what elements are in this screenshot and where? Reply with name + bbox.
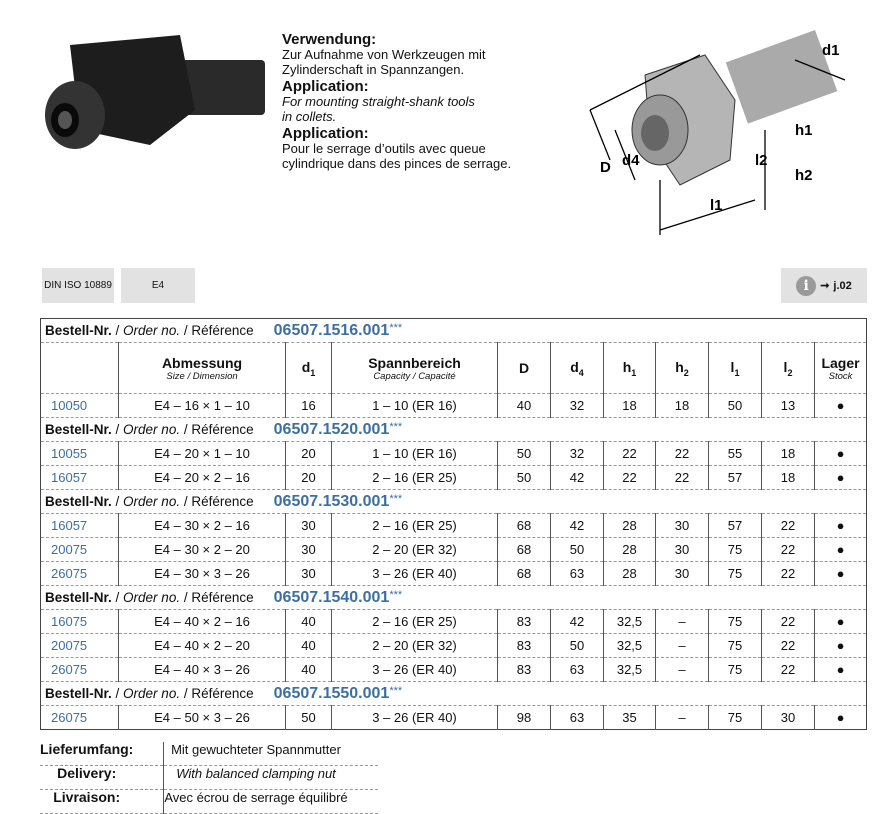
cell: 50 xyxy=(498,442,551,466)
cell: 32 xyxy=(551,394,604,418)
cell: 68 xyxy=(498,538,551,562)
col-abmessung: Abmessung Size / Dimension xyxy=(119,343,286,394)
article-number[interactable]: 10055 xyxy=(41,442,119,466)
article-number[interactable]: 10050 xyxy=(41,394,119,418)
cell: 57 xyxy=(709,514,762,538)
delivery-label: Livraison: xyxy=(53,789,121,805)
info-icon: i xyxy=(796,276,816,296)
product-photo xyxy=(30,20,270,170)
usage-text-fr-2: cylindrique dans des pinces de serrage. xyxy=(282,156,512,171)
order-group-header: Bestell-Nr. / Order no. / Référence 06507.1530.001*** xyxy=(41,490,867,514)
table-row xyxy=(41,442,867,466)
cell: 30 xyxy=(286,538,332,562)
cell: 30 xyxy=(286,514,332,538)
cell: – xyxy=(656,658,709,682)
cell: 63 xyxy=(551,706,604,730)
cell: 75 xyxy=(709,610,762,634)
cell: E4 – 20 × 1 – 10 xyxy=(119,442,286,466)
size-tag: E4 xyxy=(121,268,195,303)
label-l1: l1 xyxy=(710,197,723,214)
order-group-header: Bestell-Nr. / Order no. / Référence 06507.1516.001*** xyxy=(41,319,867,343)
label-en: Order no. xyxy=(123,493,181,509)
cell: 2 – 16 (ER 25) xyxy=(332,514,498,538)
cell: 22 xyxy=(762,562,815,586)
cell: E4 – 30 × 3 – 26 xyxy=(119,562,286,586)
col-h1: $h_1$ xyxy=(604,343,656,394)
dimension-diagram xyxy=(560,20,860,240)
arrow-right-icon: ➞ xyxy=(820,280,830,292)
cell: – xyxy=(656,634,709,658)
usage-text-en-2: in collets. xyxy=(282,109,337,124)
article-number[interactable]: 26075 xyxy=(41,706,119,730)
article-number[interactable]: 20075 xyxy=(41,538,119,562)
table-row xyxy=(41,466,867,490)
label-h2: h2 xyxy=(795,167,813,184)
cell: 20 xyxy=(286,442,332,466)
label-de: Bestell-Nr. xyxy=(45,322,112,338)
cell: 18 xyxy=(762,466,815,490)
order-stars: *** xyxy=(389,684,403,697)
label-fr: Référence xyxy=(191,493,254,509)
label-de: Bestell-Nr. xyxy=(45,589,112,605)
table-row xyxy=(41,562,867,586)
order-number: 06507.1550.001 xyxy=(273,684,390,702)
cell: 22 xyxy=(762,634,815,658)
cell: 63 xyxy=(551,658,604,682)
cell: 22 xyxy=(762,658,815,682)
order-stars: *** xyxy=(389,492,403,505)
cell: 28 xyxy=(604,514,656,538)
cell: 32,5 xyxy=(604,610,656,634)
article-number[interactable]: 16075 xyxy=(41,610,119,634)
cell: 75 xyxy=(709,706,762,730)
delivery-row xyxy=(40,766,378,790)
cell: 83 xyxy=(498,610,551,634)
cell: 35 xyxy=(604,706,656,730)
cell: 18 xyxy=(762,442,815,466)
col-l2: $l_2$ xyxy=(762,343,815,394)
label-en: Order no. xyxy=(123,685,181,701)
reference-page: j.02 xyxy=(833,279,852,292)
table-row xyxy=(41,394,867,418)
cell: 22 xyxy=(762,610,815,634)
label-fr: Référence xyxy=(191,589,254,605)
cell: 50 xyxy=(551,634,604,658)
delivery-row xyxy=(40,742,378,766)
cell: ● xyxy=(815,466,867,490)
cell: 40 xyxy=(286,634,332,658)
cell: 83 xyxy=(498,658,551,682)
cell: 30 xyxy=(762,706,815,730)
cell: 55 xyxy=(709,442,762,466)
label-h1: h1 xyxy=(795,122,813,139)
cell: 50 xyxy=(498,466,551,490)
cell: 22 xyxy=(604,466,656,490)
label-fr: Référence xyxy=(191,685,254,701)
usage-text-de: Zur Aufnahme von Werkzeugen mit Zylinderschaft in Spannzangen. xyxy=(282,47,486,77)
cell: E4 – 50 × 3 – 26 xyxy=(119,706,286,730)
cell: 30 xyxy=(656,538,709,562)
cell: 68 xyxy=(498,562,551,586)
cell: 32,5 xyxy=(604,634,656,658)
col-D: D xyxy=(498,343,551,394)
order-number: 06507.1516.001 xyxy=(273,321,390,339)
usage-heading-en: Application: xyxy=(282,78,369,95)
cell: 63 xyxy=(551,562,604,586)
column-header-row xyxy=(41,343,867,394)
cell: 2 – 16 (ER 25) xyxy=(332,466,498,490)
cell: ● xyxy=(815,514,867,538)
cell: 2 – 16 (ER 25) xyxy=(332,610,498,634)
cell: 57 xyxy=(709,466,762,490)
cell: 2 – 20 (ER 32) xyxy=(332,538,498,562)
cell: E4 – 40 × 2 – 16 xyxy=(119,610,286,634)
cell: E4 – 16 × 1 – 10 xyxy=(119,394,286,418)
order-group-header: Bestell-Nr. / Order no. / Référence 06507.1550.001*** xyxy=(41,682,867,706)
cell: 40 xyxy=(498,394,551,418)
cell: 3 – 26 (ER 40) xyxy=(332,562,498,586)
label-d4: d4 xyxy=(622,152,640,169)
cell: 16 xyxy=(286,394,332,418)
order-number: 06507.1540.001 xyxy=(273,588,390,606)
cell: ● xyxy=(815,538,867,562)
cell: 2 – 20 (ER 32) xyxy=(332,634,498,658)
usage-heading-de: Verwendung: xyxy=(282,31,377,48)
cell: E4 – 30 × 2 – 16 xyxy=(119,514,286,538)
order-group-header: Bestell-Nr. / Order no. / Référence 06507.1520.001*** xyxy=(41,418,867,442)
cell: E4 – 40 × 2 – 20 xyxy=(119,634,286,658)
article-number[interactable]: 16057 xyxy=(41,466,119,490)
cell: 98 xyxy=(498,706,551,730)
cell: 40 xyxy=(286,610,332,634)
cell: ● xyxy=(815,634,867,658)
cell: E4 – 30 × 2 – 20 xyxy=(119,538,286,562)
col-d1: $d_1$ xyxy=(286,343,332,394)
delivery-text: With balanced clamping nut xyxy=(164,766,378,790)
cell: 50 xyxy=(551,538,604,562)
delivery-text: Avec écrou de serrage équilibré xyxy=(164,790,378,814)
cell: 1 – 10 (ER 16) xyxy=(332,394,498,418)
cell: 32,5 xyxy=(604,658,656,682)
label-en: Order no. xyxy=(123,589,181,605)
cell: 13 xyxy=(762,394,815,418)
cell: ● xyxy=(815,706,867,730)
cell: 75 xyxy=(709,658,762,682)
cell: 3 – 26 (ER 40) xyxy=(332,658,498,682)
cell: ● xyxy=(815,394,867,418)
table-row xyxy=(41,538,867,562)
cell: 18 xyxy=(656,394,709,418)
cell: 75 xyxy=(709,634,762,658)
cell: 30 xyxy=(656,562,709,586)
cell: 30 xyxy=(286,562,332,586)
col-h2: $h_2$ xyxy=(656,343,709,394)
cell: 50 xyxy=(709,394,762,418)
cell: 22 xyxy=(762,514,815,538)
cell: 22 xyxy=(604,442,656,466)
table-row xyxy=(41,634,867,658)
table-row xyxy=(41,658,867,682)
cell: ● xyxy=(815,610,867,634)
col-d4: $d_4$ xyxy=(551,343,604,394)
usage-text-en-1: For mounting straight-shank tools xyxy=(282,94,475,109)
cell: 28 xyxy=(604,538,656,562)
cell: 22 xyxy=(762,538,815,562)
label-de: Bestell-Nr. xyxy=(45,685,112,701)
cell: 28 xyxy=(604,562,656,586)
cell: – xyxy=(656,706,709,730)
label-fr: Référence xyxy=(191,322,254,338)
cell: ● xyxy=(815,562,867,586)
cell: 75 xyxy=(709,562,762,586)
label-en: Order no. xyxy=(123,421,181,437)
table-row xyxy=(41,706,867,730)
delivery-text: Mit gewuchteter Spannmutter xyxy=(164,742,378,766)
cell: 42 xyxy=(551,514,604,538)
article-number[interactable]: 26075 xyxy=(41,562,119,586)
cell: 22 xyxy=(656,466,709,490)
order-stars: *** xyxy=(389,321,403,334)
order-stars: *** xyxy=(389,420,403,433)
usage-heading-fr: Application: xyxy=(282,125,369,142)
label-en: Order no. xyxy=(123,322,181,338)
usage-text-fr-1: Pour le serrage d’outils avec queue xyxy=(282,141,486,156)
label-de: Bestell-Nr. xyxy=(45,493,112,509)
article-number[interactable]: 16057 xyxy=(41,514,119,538)
delivery-label: Delivery: xyxy=(57,765,117,781)
usage-text xyxy=(282,32,522,173)
standard-tag: DIN ISO 10889 xyxy=(42,268,114,303)
cell: E4 – 20 × 2 – 16 xyxy=(119,466,286,490)
product-table xyxy=(40,318,867,730)
col-l1: $l_1$ xyxy=(709,343,762,394)
label-D: D xyxy=(600,159,611,176)
cell: 32 xyxy=(551,442,604,466)
info-reference-link[interactable] xyxy=(781,268,867,303)
label-fr: Référence xyxy=(191,421,254,437)
table-row xyxy=(41,514,867,538)
cell: 18 xyxy=(604,394,656,418)
label-de: Bestell-Nr. xyxy=(45,421,112,437)
delivery-info xyxy=(40,742,378,814)
cell: 50 xyxy=(286,706,332,730)
cell: 3 – 26 (ER 40) xyxy=(332,706,498,730)
cell: 68 xyxy=(498,514,551,538)
label-l2: l2 xyxy=(755,152,768,169)
cell: 20 xyxy=(286,466,332,490)
article-number[interactable]: 20075 xyxy=(41,634,119,658)
cell: 1 – 10 (ER 16) xyxy=(332,442,498,466)
delivery-row xyxy=(40,790,378,814)
order-group-header: Bestell-Nr. / Order no. / Référence 06507.1540.001*** xyxy=(41,586,867,610)
order-number: 06507.1520.001 xyxy=(273,420,390,438)
cell: ● xyxy=(815,658,867,682)
cell: 40 xyxy=(286,658,332,682)
cell: 42 xyxy=(551,610,604,634)
order-stars: *** xyxy=(389,588,403,601)
table-row xyxy=(41,610,867,634)
col-spannbereich: Spannbereich Capacity / Capacité xyxy=(332,343,498,394)
cell: – xyxy=(656,610,709,634)
cell: 30 xyxy=(656,514,709,538)
article-number[interactable]: 26075 xyxy=(41,658,119,682)
cell: 75 xyxy=(709,538,762,562)
label-d1: d1 xyxy=(822,42,840,59)
cell: E4 – 40 × 3 – 26 xyxy=(119,658,286,682)
cell: 42 xyxy=(551,466,604,490)
delivery-label: Lieferumfang: xyxy=(40,741,134,757)
cell: ● xyxy=(815,442,867,466)
cell: 22 xyxy=(656,442,709,466)
cell: 83 xyxy=(498,634,551,658)
order-number: 06507.1530.001 xyxy=(273,492,390,510)
col-lager: Lager Stock xyxy=(815,343,867,394)
